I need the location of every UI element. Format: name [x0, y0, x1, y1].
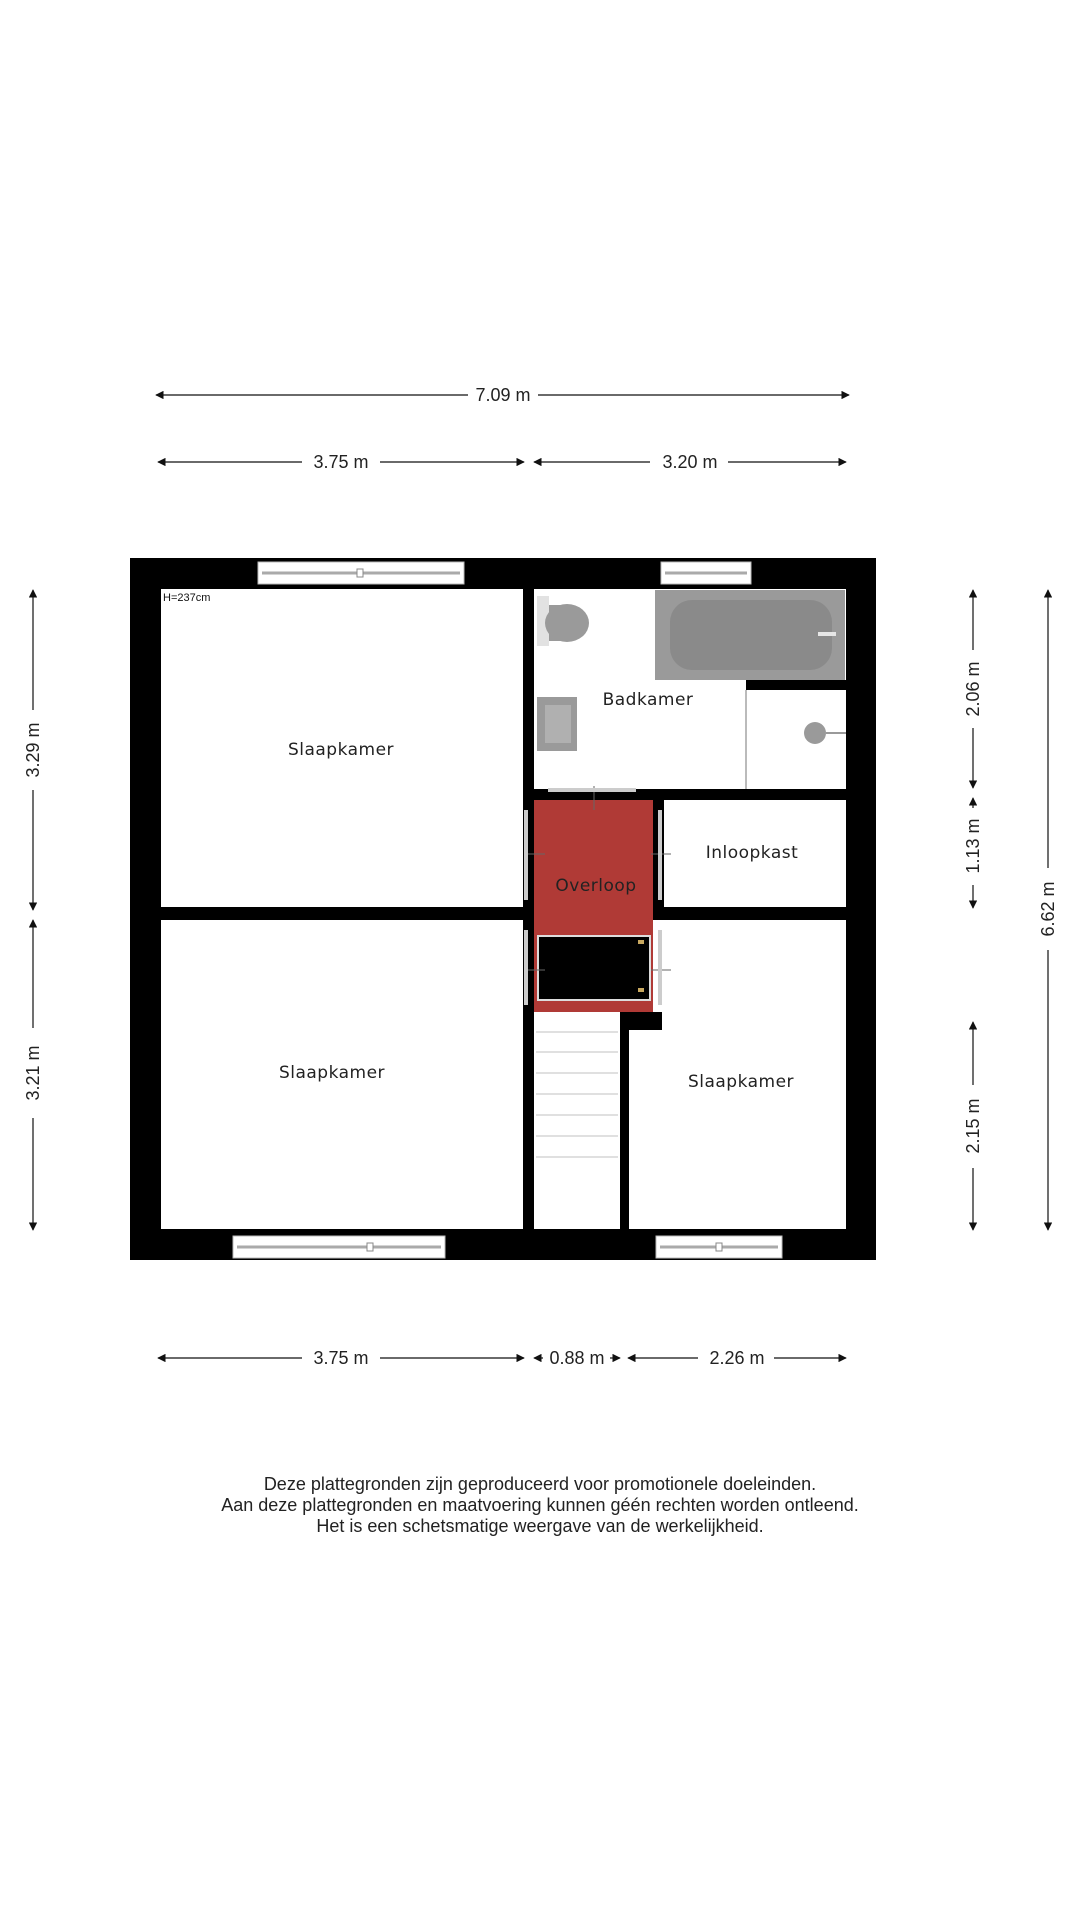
- dimension-bottom-mid: [534, 1348, 620, 1368]
- dimension-label: 3.20 m: [662, 452, 718, 472]
- inner-wall: [620, 1012, 629, 1229]
- dimension-top-left: [158, 452, 524, 472]
- room-label-bathroom: Badkamer: [602, 690, 694, 710]
- dimension-right-total: [1038, 590, 1058, 1230]
- landing-hatch: [538, 936, 650, 1000]
- window-top-left: [258, 562, 464, 584]
- inner-wall: [746, 680, 846, 690]
- room-stairwell: [534, 1012, 620, 1229]
- dimension-label: 2.26 m: [709, 1348, 765, 1368]
- disclaimer: [0, 1474, 1080, 1537]
- dimension-label: 2.15 m: [963, 1098, 983, 1154]
- hatch-marker: [638, 940, 644, 944]
- dimension-bottom-left: [158, 1348, 524, 1368]
- disclaimer-line: Deze plattegronden zijn geproduceerd voor promotionele doeleinden.: [263, 1474, 817, 1494]
- sink: [537, 697, 577, 751]
- dimension-right-mid: [963, 798, 983, 908]
- room-label-bedroom-top-left: Slaapkamer: [287, 740, 395, 760]
- room-label-bedroom-bottom-left: Slaapkamer: [278, 1063, 386, 1083]
- dimension-label: 0.88 m: [549, 1348, 605, 1368]
- bathtub: [655, 590, 845, 680]
- window-top-right: [661, 562, 751, 584]
- disclaimer-line: Aan deze plattegronden en maatvoering kunnen géén rechten worden ontleend.: [221, 1495, 859, 1515]
- dimension-label: 3.21 m: [23, 1045, 43, 1101]
- dimension-right-bottom: [963, 1022, 983, 1230]
- window-bottom-right: [656, 1236, 782, 1258]
- dimension-label: 6.62 m: [1038, 881, 1058, 937]
- dimension-label: 3.75 m: [313, 1348, 369, 1368]
- dimension-label: 3.29 m: [23, 722, 43, 778]
- dimension-label: 3.75 m: [313, 452, 369, 472]
- dimension-top-total: [156, 385, 849, 405]
- disclaimer-line: Het is een schetsmatige weergave van de werkelijkheid.: [316, 1516, 764, 1536]
- dimension-top-right: [534, 452, 846, 472]
- dimension-label: 2.06 m: [963, 661, 983, 717]
- dimension-label: 7.09 m: [475, 385, 531, 405]
- dimension-label: 1.13 m: [963, 818, 983, 874]
- hatch-marker: [638, 988, 644, 992]
- ceiling-height-label: H=237cm: [163, 592, 211, 604]
- dimension-bottom-right: [628, 1348, 846, 1368]
- dimension-left-bottom: [23, 920, 43, 1230]
- dimension-left-top: [23, 590, 43, 910]
- room-label-landing: Overloop: [555, 876, 637, 896]
- window-bottom-left: [233, 1236, 445, 1258]
- dimension-right-top: [963, 590, 983, 788]
- room-label-closet: Inloopkast: [705, 843, 799, 863]
- room-label-bedroom-bottom-right: Slaapkamer: [687, 1072, 795, 1092]
